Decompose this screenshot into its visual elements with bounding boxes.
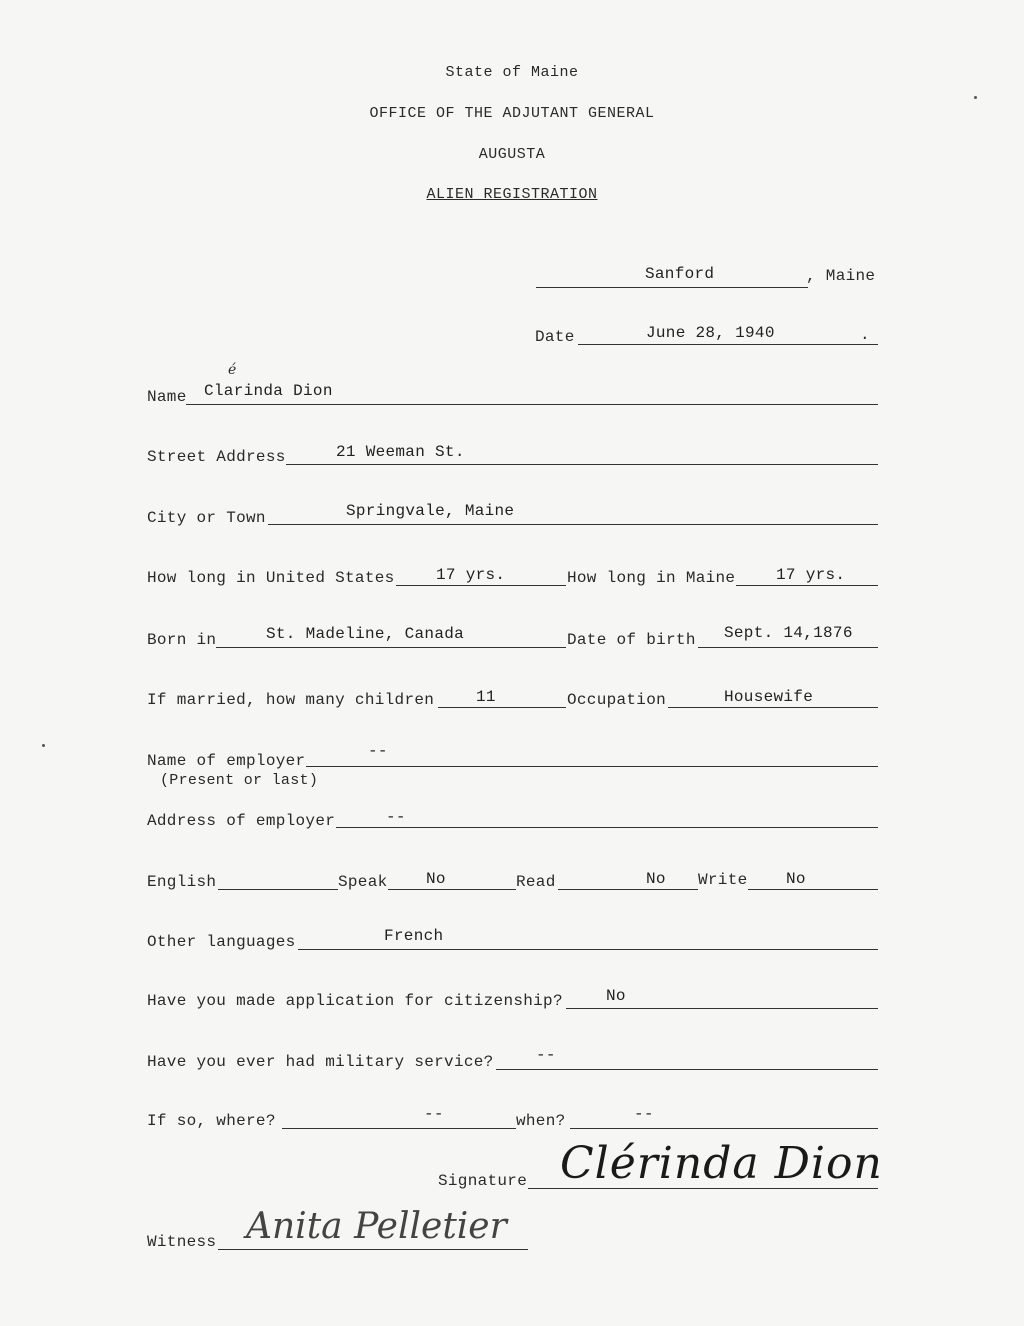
when-line xyxy=(570,1128,878,1129)
birthdate-label: Date of birth xyxy=(567,631,696,649)
city-label: City or Town xyxy=(147,509,266,527)
street-label: Street Address xyxy=(147,448,286,466)
speak-value: No xyxy=(426,870,446,888)
us-time-label: How long in United States xyxy=(147,569,395,587)
city-line xyxy=(268,524,878,525)
name-label: Name xyxy=(147,388,187,406)
date-value: June 28, 1940 xyxy=(646,324,775,342)
read-label: Read xyxy=(516,873,556,891)
maine-time-value: 17 yrs. xyxy=(776,566,846,584)
place-line xyxy=(536,287,808,288)
form-title: ALIEN REGISTRATION xyxy=(426,186,598,203)
write-line xyxy=(748,889,878,890)
employer-label: Name of employer xyxy=(147,752,306,770)
street-line xyxy=(286,464,878,465)
employer-address-line xyxy=(336,827,878,828)
scan-speck xyxy=(974,96,977,99)
place-value: Sanford xyxy=(645,265,715,283)
street-value: 21 Weeman St. xyxy=(336,443,465,461)
place-suffix: , Maine xyxy=(806,267,876,285)
signature-label: Signature xyxy=(438,1172,528,1190)
military-label: Have you ever had military service? xyxy=(147,1053,494,1071)
employer-address-value: -- xyxy=(386,808,406,826)
employer-sublabel: (Present or last) xyxy=(160,772,319,789)
citizenship-line xyxy=(566,1008,878,1009)
us-time-value: 17 yrs. xyxy=(436,566,506,584)
name-accent-mark: é xyxy=(228,362,237,378)
read-value: No xyxy=(646,870,666,888)
where-line xyxy=(282,1128,516,1129)
birthdate-line xyxy=(698,647,878,648)
date-label: Date xyxy=(535,328,575,346)
born-line xyxy=(216,647,566,648)
name-line xyxy=(186,404,878,405)
where-label: If so, where? xyxy=(147,1112,276,1130)
occupation-label: Occupation xyxy=(567,691,667,709)
when-label: when? xyxy=(516,1112,566,1130)
when-value: -- xyxy=(634,1105,654,1123)
speak-line xyxy=(388,889,516,890)
other-languages-line xyxy=(298,949,878,950)
english-label: English xyxy=(147,873,217,891)
citizenship-label: Have you made application for citizenship? xyxy=(147,992,563,1010)
other-languages-label: Other languages xyxy=(147,933,296,951)
header-city: AUGUSTA xyxy=(478,146,546,163)
header-state: State of Maine xyxy=(445,64,579,81)
witness-label: Witness xyxy=(147,1233,217,1251)
scan-speck xyxy=(42,744,45,747)
maine-time-label: How long in Maine xyxy=(567,569,736,587)
witness-line xyxy=(218,1249,528,1250)
employer-line xyxy=(306,766,878,767)
occupation-value: Housewife xyxy=(724,688,814,706)
birthdate-value: Sept. 14,1876 xyxy=(724,624,853,642)
occupation-line xyxy=(668,707,878,708)
read-line xyxy=(558,889,698,890)
citizenship-value: No xyxy=(606,987,626,1005)
write-label: Write xyxy=(698,871,748,889)
english-line xyxy=(218,889,338,890)
military-value: -- xyxy=(536,1046,556,1064)
employer-address-label: Address of employer xyxy=(147,812,336,830)
where-value: -- xyxy=(424,1105,444,1123)
witness-handwriting: Anita Pelletier xyxy=(246,1206,507,1247)
other-languages-value: French xyxy=(384,927,444,945)
name-value: Clarinda Dion xyxy=(204,382,333,400)
employer-value: -- xyxy=(368,742,388,760)
city-value: Springvale, Maine xyxy=(346,502,515,520)
children-label: If married, how many children xyxy=(147,691,435,709)
military-line xyxy=(496,1069,878,1070)
us-time-line xyxy=(396,585,566,586)
speak-label: Speak xyxy=(338,873,388,891)
signature-handwriting: Clérinda Dion xyxy=(560,1138,883,1189)
header-office: OFFICE OF THE ADJUTANT GENERAL xyxy=(369,105,655,122)
children-value: 11 xyxy=(476,688,496,706)
write-value: No xyxy=(786,870,806,888)
children-line xyxy=(438,707,566,708)
date-trail: . xyxy=(860,326,870,344)
born-value: St. Madeline, Canada xyxy=(266,625,465,643)
maine-time-line xyxy=(736,585,878,586)
born-label: Born in xyxy=(147,631,217,649)
date-line xyxy=(578,344,878,345)
